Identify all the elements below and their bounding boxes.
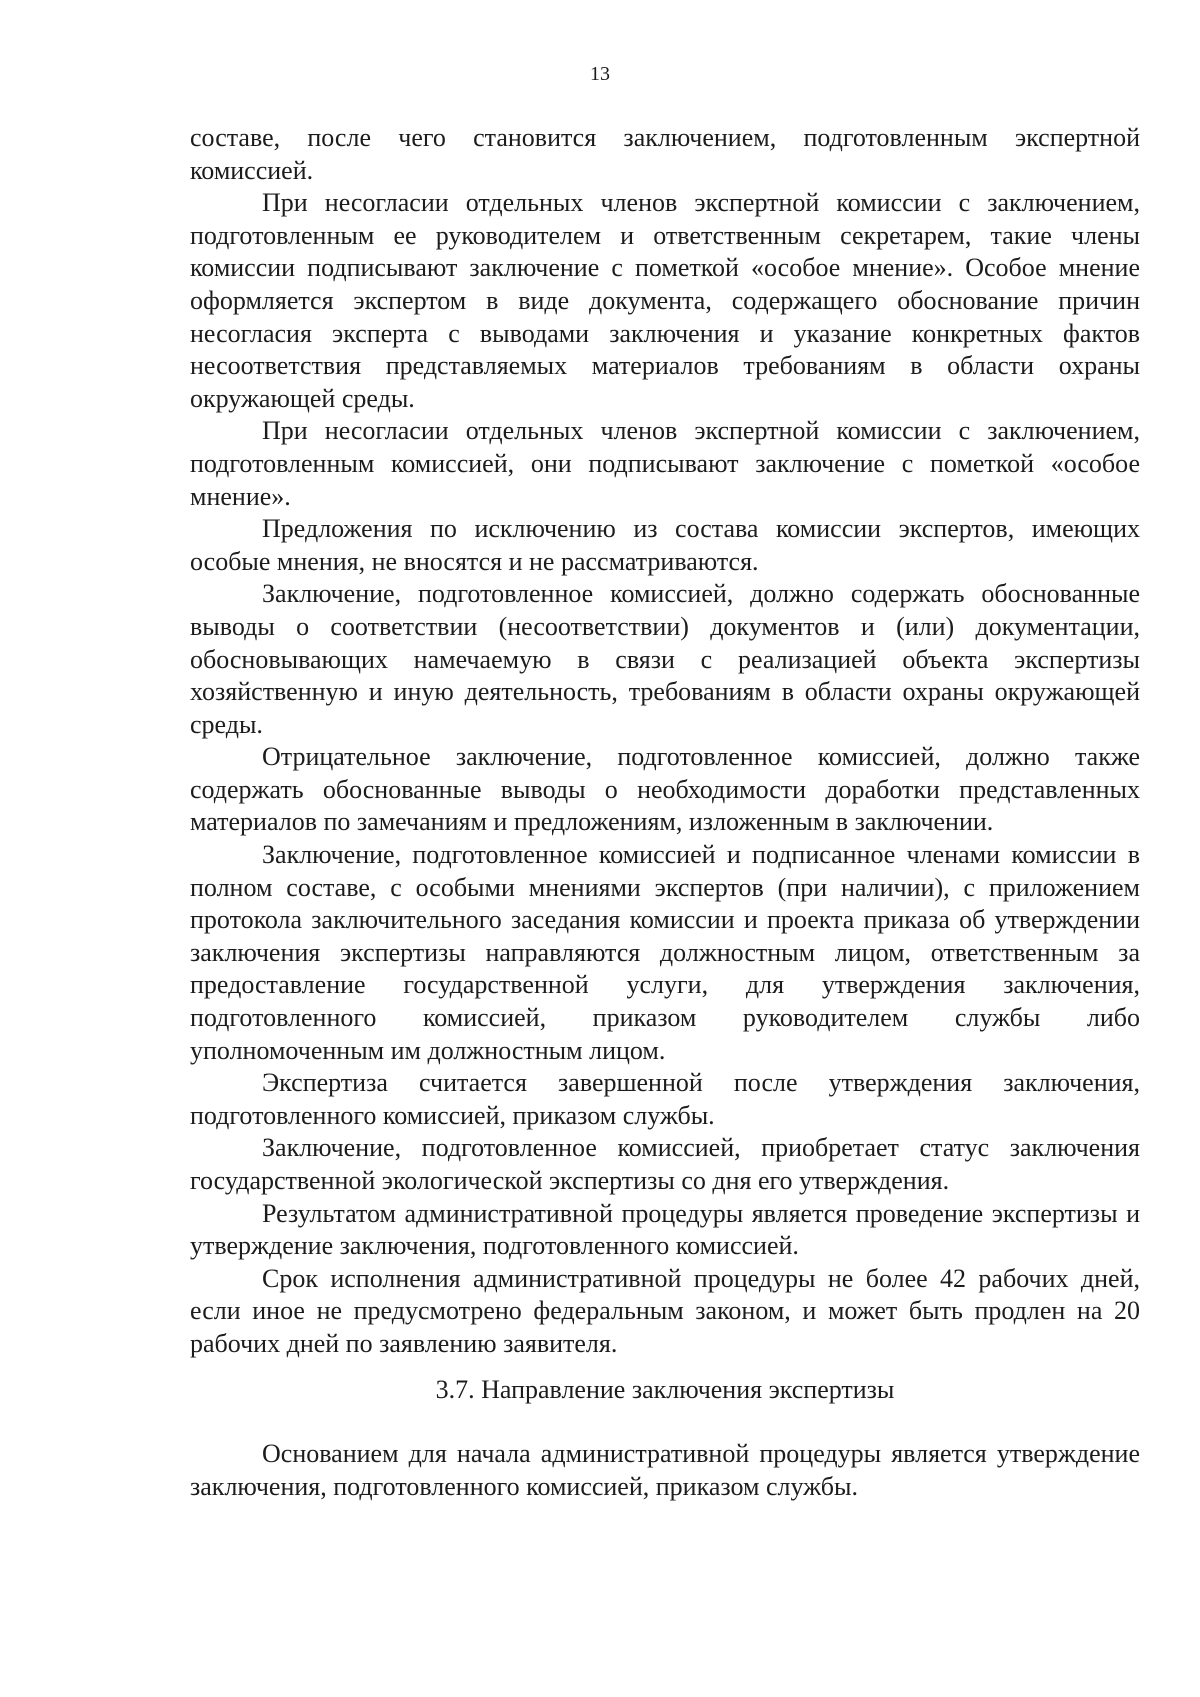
page-number: 13 [590,63,610,85]
paragraph-negative-conclusion: Отрицательное заключение, подготовленное комиссией, должно также содержать обоснованные выводы о необходимости доработки представленных материалов по замечаниям и предложениям, изложенным в заключении. [190,742,1140,837]
paragraph-section-basis: Основанием для начала административной процедуры является утверждение заключения, подготовленного комиссией, приказом службы. [190,1439,1140,1501]
section-heading: 3.7. Направление заключения экспертизы [435,1374,895,1404]
paragraph-expertise-completion: Экспертиза считается завершенной после утверждения заключения, подготовленного комиссией, приказом службы. [190,1068,1140,1130]
document-body [190,122,1140,1503]
paragraph-dissent-members: При несогласии отдельных членов экспертной комиссии с заключением, подготовленным комиссией, они подписывают заключение с пометкой «особое мнение». [190,416,1140,511]
paragraph-conclusion-content: Заключение, подготовленное комиссией, должно содержать обоснованные выводы о соответствии (несоответствии) документов и (или) документации, обосновывающих намечаемую в связи с реализацией объекта экспертизы хозяйственную и иную деятельность, требованиям в области охраны окружающей среды. [190,579,1140,739]
paragraph-conclusion-approval: Заключение, подготовленное комиссией и подписанное членами комиссии в полном составе, с особыми мнениями экспертов (при наличии), с приложением протокола заключительного заседания комиссии и проекта приказа об утверждении заключения экспертизы направляются должностным лицом, ответственным за предоставление государственной услуги, для утверждения заключения, подготовленного комиссией, приказом руководителем службы либо уполномоченным им должностным лицом. [190,840,1140,1065]
paragraph-conclusion-status: Заключение, подготовленное комиссией, приобретает статус заключения государственной экологической экспертизы со дня его утверждения. [190,1133,1140,1195]
paragraph-procedure-result: Результатом административной процедуры является проведение экспертизы и утверждение заключения, подготовленного комиссией. [190,1198,1140,1261]
paragraph-procedure-deadline: Срок исполнения административной процедуры не более 42 рабочих дней, если иное не предусмотрено федеральным законом, и может быть продлен на 20 рабочих дней по заявлению заявителя. [190,1263,1140,1358]
paragraph-exclusion-proposals: Предложения по исключению из состава комиссии экспертов, имеющих особые мнения, не вносятся и не рассматриваются. [190,514,1140,576]
paragraph-dissent-head: При несогласии отдельных членов экспертной комиссии с заключением, подготовленным ее руководителем и ответственным секретарем, такие члены комиссии подписывают заключение с пометкой «особое мнение». Особое мнение оформляется экспертом в виде документа, содержащего обоснование причин несогласия эксперта с выводами заключения и указание конкретных фактов несоответствия представляемых материалов требованиям в области охраны окружающей среды. [190,188,1140,413]
paragraph-continuation: составе, после чего становится заключением, подготовленным экспертной комиссией. [190,123,1140,185]
